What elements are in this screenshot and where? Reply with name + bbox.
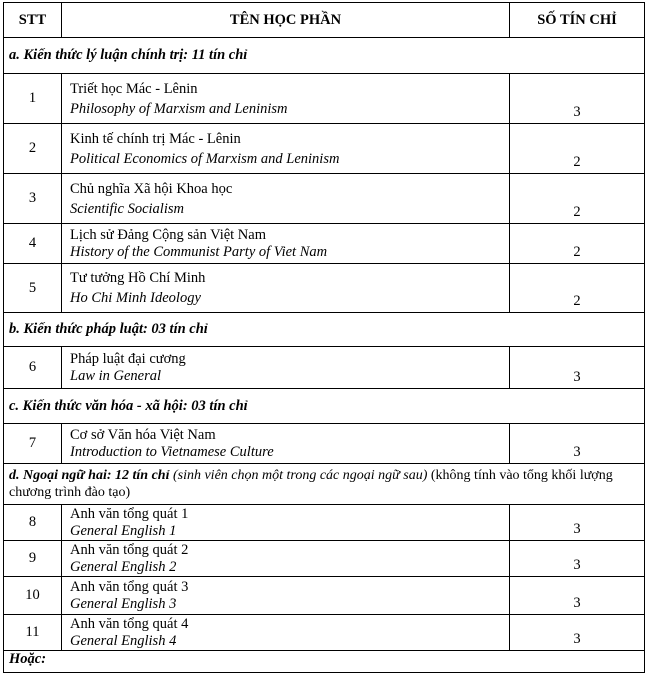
row-credits: 3 [510,577,645,615]
row-course [62,505,510,541]
row-course [62,74,510,124]
curriculum-table [3,2,645,673]
header-stt: STT [4,3,62,38]
row-stt: 9 [4,541,62,577]
row-course [62,541,510,577]
course-name-en: Scientific Socialism [70,200,184,217]
course-name-vi: Anh văn tổng quát 2 [70,541,189,558]
course-name-en: Law in General [70,367,162,384]
course-name-en: General English 3 [70,595,177,612]
section-note-italic: (sinh viên chọn một trong các ngoại ngữ sau) [169,468,428,483]
table-row [4,541,645,577]
header-course-name: TÊN HỌC PHẦN [62,3,510,38]
row-credits: 3 [510,424,645,464]
section-title: b. Kiến thức pháp luật: 03 tín chỉ [4,313,645,347]
section-row [4,389,645,424]
row-stt: 11 [4,615,62,651]
course-name-vi: Triết học Mác - Lênin [70,80,198,97]
section-row [4,38,645,74]
section-row [4,313,645,347]
section-title: d. Ngoại ngữ hai: 12 tín chỉ [9,468,170,483]
row-credits: 3 [510,347,645,389]
table-row [4,615,645,651]
row-credits: 2 [510,264,645,313]
course-name-vi: Anh văn tổng quát 4 [70,615,189,632]
course-name-vi: Anh văn tổng quát 3 [70,578,189,595]
row-stt: 7 [4,424,62,464]
table-row [4,347,645,389]
header-credits: SỐ TÍN CHỈ [510,3,645,38]
row-course [62,424,510,464]
table-row [4,74,645,124]
course-name-en: General English 2 [70,558,177,575]
row-course [62,347,510,389]
section-title: a. Kiến thức lý luận chính trị: 11 tín chỉ [4,38,645,74]
section-note-plain: (không tính vào tổng khối lượng chương trình đào tạo) [9,468,613,500]
course-name-en: General English 4 [70,632,177,649]
row-course [62,264,510,313]
row-stt: 1 [4,74,62,124]
row-stt: 5 [4,264,62,313]
table-row [4,577,645,615]
course-name-vi: Tư tưởng Hồ Chí Minh [70,270,206,286]
row-course [62,224,510,264]
header-row [4,3,645,38]
course-name-vi: Chủ nghĩa Xã hội Khoa học [70,180,233,197]
course-name-en: General English 1 [70,522,177,539]
row-stt: 10 [4,577,62,615]
row-course [62,615,510,651]
course-name-en: Philosophy of Marxism and Leninism [70,100,288,117]
table-row [4,224,645,264]
row-stt: 6 [4,347,62,389]
section-row [4,464,645,505]
course-name-vi: Kinh tế chính trị Mác - Lênin [70,130,241,147]
table-row [4,124,645,174]
course-name-en: Introduction to Vietnamese Culture [70,443,274,460]
section-title: c. Kiến thức văn hóa - xã hội: 03 tín chỉ [4,389,645,424]
row-course [62,174,510,224]
course-name-vi: Lịch sử Đảng Cộng sản Việt Nam [70,226,266,243]
row-course [62,124,510,174]
row-credits: 3 [510,615,645,651]
row-credits: 2 [510,124,645,174]
course-name-vi: Cơ sở Văn hóa Việt Nam [70,426,216,443]
footer-label: Hoặc: [4,651,645,673]
row-credits: 3 [510,541,645,577]
section-title-block [4,464,645,505]
table-row [4,505,645,541]
row-stt: 8 [4,505,62,541]
table-row [4,424,645,464]
course-name-en: Political Economics of Marxism and Leninism [70,150,340,167]
table-row [4,264,645,313]
table-row [4,174,645,224]
row-course [62,577,510,615]
row-stt: 2 [4,124,62,174]
row-credits: 2 [510,174,645,224]
row-credits: 3 [510,505,645,541]
row-credits: 2 [510,224,645,264]
course-name-en: Ho Chi Minh Ideology [70,290,201,306]
course-name-en: History of the Communist Party of Viet Nam [70,243,328,260]
row-stt: 3 [4,174,62,224]
row-credits: 3 [510,74,645,124]
course-name-vi: Anh văn tổng quát 1 [70,505,189,522]
course-name-vi: Pháp luật đại cương [70,350,186,367]
row-stt: 4 [4,224,62,264]
footer-row [4,651,645,673]
